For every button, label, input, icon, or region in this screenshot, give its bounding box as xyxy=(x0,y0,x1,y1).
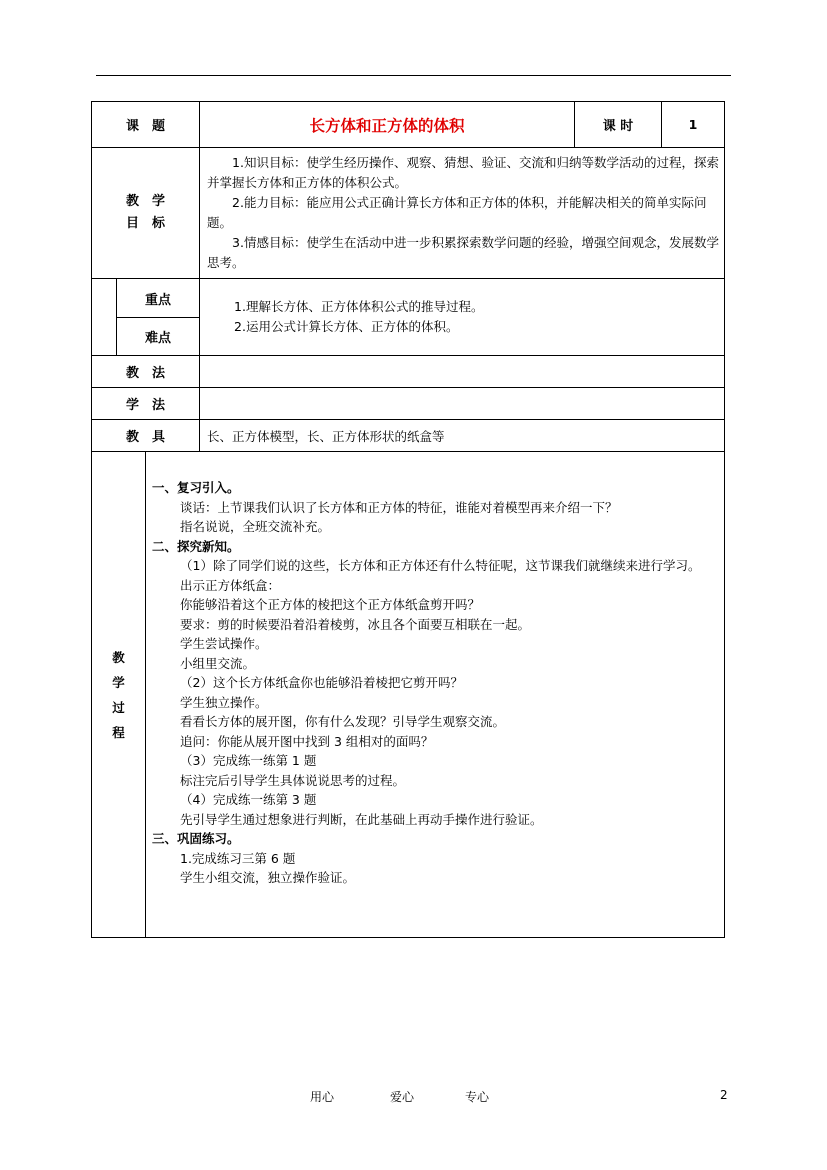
teaching-method-row xyxy=(92,356,725,388)
focus-blank-cell xyxy=(92,279,117,356)
tools-label: 教 具 xyxy=(92,420,200,452)
process-line: 学生小组交流，独立操作验证。 xyxy=(180,870,356,885)
section-heading: 二、探究新知。 xyxy=(152,538,240,554)
learning-method-value xyxy=(200,388,725,420)
header-rule xyxy=(96,75,731,76)
goals-label xyxy=(92,148,200,279)
process-line: 你能够沿着这个正方体的棱把这个正方体纸盒剪开吗？ xyxy=(180,597,481,612)
focus-item: 1.理解长方体、正方体体积公式的推导过程。 xyxy=(234,299,484,314)
teaching-method-label: 教 法 xyxy=(92,356,200,388)
goals-row xyxy=(92,148,725,279)
footer-item: 爱心 xyxy=(390,1090,415,1104)
process-label: 教学过程 xyxy=(112,649,125,740)
page-number: 2 xyxy=(720,1088,728,1102)
period-value: 1 xyxy=(662,102,725,148)
teaching-method-value xyxy=(200,356,725,388)
process-line: （3）完成练一练第 1 题 xyxy=(180,753,317,768)
process-row xyxy=(92,452,725,938)
lesson-plan-table xyxy=(91,101,725,938)
difficult-point-label: 难点 xyxy=(117,318,200,356)
process-line: 标注完后引导学生具体说说思考的过程。 xyxy=(180,772,406,788)
tools-value: 长、正方体模型，长、正方体形状的纸盒等 xyxy=(200,420,725,452)
process-line: 小组里交流。 xyxy=(180,655,256,671)
goals-label-line1: 教 学 xyxy=(126,194,166,209)
goal-item: 1.知识目标：使学生经历操作、观察、猜想、验证、交流和归纳等数学活动的过程，探索并掌握长方体和正方体的体积公式。 xyxy=(207,155,719,190)
process-content xyxy=(146,452,725,938)
period-label: 课 时 xyxy=(575,102,662,148)
learning-method-row xyxy=(92,388,725,420)
goal-item: 2.能力目标：能应用公式正确计算长方体和正方体的体积，并能解决相关的简单实际问题。 xyxy=(207,195,707,230)
process-line: 要求：剪的时候要沿着沿着棱剪，冰且各个面要互相联在一起。 xyxy=(180,616,531,632)
process-line: （4）完成练一练第 3 题 xyxy=(180,792,317,807)
goals-label-line2: 目 标 xyxy=(126,216,166,231)
key-point-label: 重点 xyxy=(117,279,200,318)
process-line: （2）这个长方体纸盒你也能够沿着棱把它剪开吗？ xyxy=(180,675,463,690)
section-heading: 一、复习引入。 xyxy=(152,480,240,495)
process-line: 学生独立操作。 xyxy=(180,694,268,710)
process-line: 看看长方体的展开图，你有什么发现？引导学生观察交流。 xyxy=(180,714,506,729)
goal-item: 3.情感目标：使学生在活动中进一步积累探索数学问题的经验，增强空间观念，发展数学思考。 xyxy=(207,235,719,270)
learning-method-label: 学 法 xyxy=(92,388,200,420)
process-label-cell xyxy=(92,452,146,938)
process-line: 追问：你能从展开图中找到 3 组相对的面吗？ xyxy=(180,733,434,749)
title-row xyxy=(92,102,725,148)
lesson-title: 长方体和正方体的体积 xyxy=(200,102,575,148)
footer-item: 专心 xyxy=(465,1090,490,1104)
process-line: 1.完成练习三第 6 题 xyxy=(180,850,296,866)
process-line: 学生尝试操作。 xyxy=(180,636,268,651)
focus-item: 2.运用公式计算长方体、正方体的体积。 xyxy=(234,319,459,334)
subject-label: 课 题 xyxy=(92,102,200,148)
process-line: 指名说说，全班交流补充。 xyxy=(180,519,331,534)
process-line: 出示正方体纸盒： xyxy=(180,577,281,593)
process-line: （1）除了同学们说的这些，长方体和正方体还有什么特征呢，这节课我们就继续来进行学习。 xyxy=(180,558,701,573)
process-line: 谈话：上节课我们认识了长方体和正方体的特征，谁能对着模型再来介绍一下？ xyxy=(180,499,618,515)
section-heading: 三、巩固练习。 xyxy=(152,831,240,846)
process-line: 先引导学生通过想象进行判断，在此基础上再动手操作进行验证。 xyxy=(180,811,543,827)
key-point-row xyxy=(92,279,725,318)
goals-content xyxy=(200,148,725,279)
focus-content xyxy=(200,279,725,356)
tools-row xyxy=(92,420,725,452)
footer-item: 用心 xyxy=(310,1090,335,1104)
